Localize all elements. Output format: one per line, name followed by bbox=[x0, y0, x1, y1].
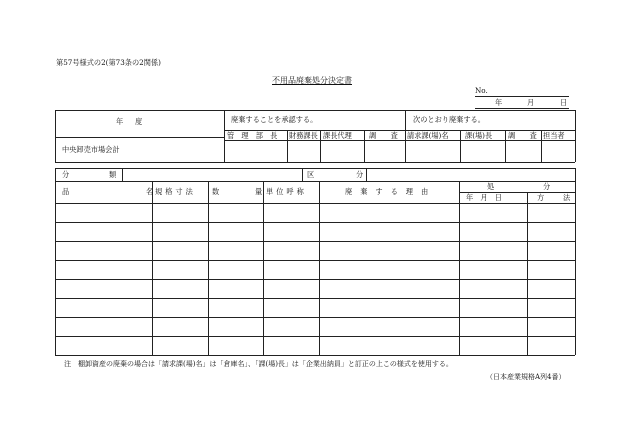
footnote: 注 棚卸資産の廃棄の場合は「請求課(場)名」は「倉庫名」、「課(場)長」は「企業出納員」と訂正の上この様式を使用する。 bbox=[64, 360, 453, 368]
market-name: 中央卸売市場会計 bbox=[62, 145, 120, 154]
doc-number-underline bbox=[475, 96, 569, 97]
table-column-line bbox=[55, 181, 56, 355]
approval-col-chousa: 調 査 bbox=[369, 131, 398, 140]
table-row-line bbox=[55, 298, 575, 299]
col-header-hin: 品 bbox=[62, 187, 70, 196]
nendo-do-label: 度 bbox=[135, 117, 143, 126]
date-month-label: 月 bbox=[527, 98, 535, 107]
col-header-ryou: 量 bbox=[255, 187, 263, 196]
table-row-line bbox=[55, 336, 575, 337]
standard-note: （日本産業規格A列4番） bbox=[486, 373, 566, 381]
approval-col-kachoudairi: 課長代理 bbox=[323, 131, 352, 140]
table-row-line bbox=[55, 222, 575, 223]
request-col-tantousha: 担当者 bbox=[543, 131, 565, 140]
doc-number-label: No. bbox=[475, 86, 488, 95]
table-row-line bbox=[55, 260, 575, 261]
table-row-line bbox=[55, 279, 575, 280]
col-header-hou2: 法 bbox=[563, 193, 571, 202]
date-day-label: 日 bbox=[560, 98, 568, 107]
col-header-mei: 名 bbox=[146, 187, 154, 196]
table-column-line bbox=[263, 181, 264, 355]
request-col-chousa: 調 査 bbox=[508, 131, 537, 140]
document-title: 不用品廃棄処分決定書 bbox=[272, 76, 352, 85]
request-text: 次のとおり廃棄する。 bbox=[413, 115, 485, 124]
bun-label: 分 bbox=[356, 170, 364, 179]
col-header-sho: 処 bbox=[487, 182, 495, 191]
table-column-line bbox=[208, 181, 209, 355]
approval-col-zaimukachou: 財務課長 bbox=[289, 131, 318, 140]
col-header-kikaku: 規格寸法 bbox=[155, 187, 196, 196]
table-column-line bbox=[459, 181, 460, 355]
table-column-line bbox=[319, 181, 320, 355]
col-header-tanka: 単位呼称 bbox=[266, 187, 307, 196]
bunrui-bun-label: 分 bbox=[62, 170, 70, 179]
nendo-nen-label: 年 bbox=[116, 117, 124, 126]
col-header-suu: 数 bbox=[212, 187, 220, 196]
bunrui-rui-label: 類 bbox=[109, 170, 117, 179]
table-column-line bbox=[575, 181, 576, 355]
col-header-bun: 分 bbox=[543, 182, 551, 191]
request-col-kachou: 課(場)長 bbox=[465, 131, 493, 140]
date-underline bbox=[475, 108, 569, 109]
col-header-riyuu: 廃棄する理由 bbox=[345, 187, 437, 196]
table-column-line bbox=[527, 192, 528, 355]
col-header-hou: 方 bbox=[537, 193, 545, 202]
table-header-bottom-line bbox=[55, 203, 575, 204]
table-row-line bbox=[55, 355, 575, 356]
date-year-label: 年 bbox=[495, 98, 503, 107]
approval-col-kanribuchou: 管 理 部 長 bbox=[227, 131, 278, 140]
table-row-line bbox=[55, 241, 575, 242]
table-column-line bbox=[152, 181, 153, 355]
form-number: 第57号様式の2(第73条の2関係) bbox=[56, 58, 161, 67]
ku-label: 区 bbox=[307, 170, 315, 179]
table-row-line bbox=[55, 317, 575, 318]
request-col-seikyuka: 請求課(場)名 bbox=[407, 131, 449, 140]
approval-text: 廃棄することを承認する。 bbox=[231, 115, 318, 124]
col-header-nengappi: 年 月 日 bbox=[466, 193, 502, 202]
